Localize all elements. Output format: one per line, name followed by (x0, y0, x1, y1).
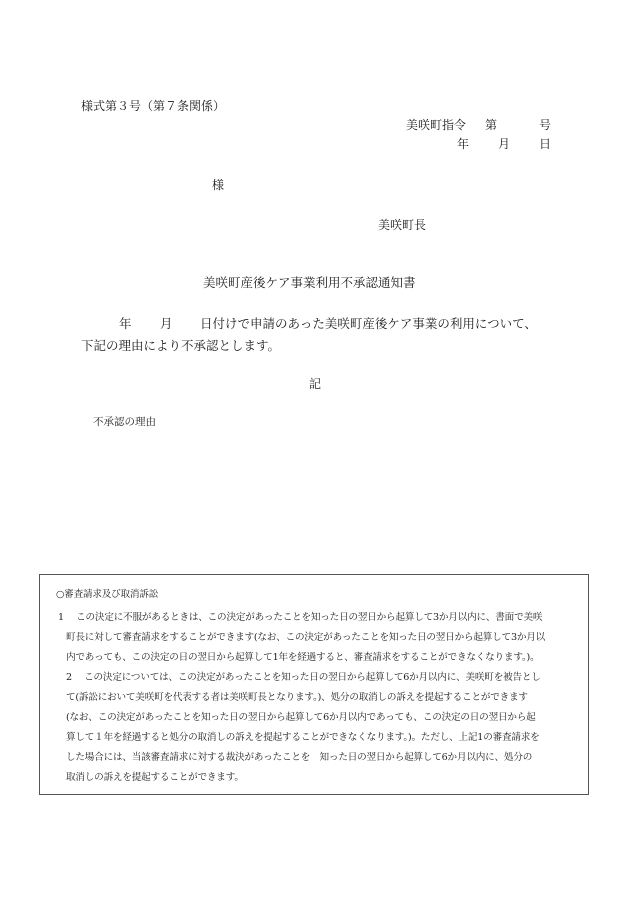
notice-line: 内であっても、この決定の日の翌日から起算して1年を経過すると、審査請求をすることができなくなります。)。 (66, 652, 540, 663)
date-month: 月 (498, 137, 511, 151)
sender-title: 美咲町長 (378, 218, 427, 232)
body-month: 月 (160, 316, 173, 331)
body-line2: 下記の理由により不承認とします。 (81, 338, 281, 353)
recipient-honorific: 様 (212, 178, 225, 192)
body-year: 年 (119, 316, 132, 331)
notice-line: (なお、この決定があったことを知った日の翌日から起算して6か月以内であっても、この決定の日の翌日から起 (66, 712, 536, 723)
notice-line: 取消しの訴えを提起することができます。 (66, 772, 244, 783)
issuer-ref-go: 号 (539, 118, 552, 132)
reason-label: 不承認の理由 (93, 416, 156, 428)
notice-line: 1 この決定に不服があるときは、この決定があったことを知った日の翌日から起算して3か月以内に、書面で美咲 (58, 612, 543, 623)
ki-heading: 記 (309, 377, 322, 391)
appeal-notice-box (39, 574, 589, 795)
issuer-ref-dai: 第 (485, 118, 498, 132)
document-title: 美咲町産後ケア事業利用不承認通知書 (203, 275, 416, 290)
notice-line: 2 この決定については、この決定があったことを知った日の翌日から起算して6か月以内に、美咲町を被告とし (66, 672, 541, 683)
notice-line: した場合には、当該審査請求に対する裁決があったことを 知った日の翌日から起算して6か月以内に、処分の (66, 752, 533, 763)
notice-line: て(訴訟において美咲町を代表する者は美咲町長となります。)、処分の取消しの訴えを提起することができます (66, 692, 528, 703)
notice-line: 町長に対して審査請求をすることができます(なお、この決定があったことを知った日の翌日から起算して3か月以 (66, 632, 546, 643)
form-number: 様式第３号（第７条関係） (81, 99, 226, 113)
date-year: 年 (457, 137, 470, 151)
body-line1-rest: 日付けで申請のあった美咲町産後ケア事業の利用について、 (200, 316, 537, 331)
date-day: 日 (539, 137, 552, 151)
notice-heading: ○審査請求及び取消訴訟 (56, 589, 159, 600)
notice-line: 算して１年を経過すると処分の取消しの訴えを提起することができなくなります。)。ただし、上記1の審査請求を (66, 732, 540, 743)
issuer-ref-prefix: 美咲町指令 (406, 118, 467, 132)
